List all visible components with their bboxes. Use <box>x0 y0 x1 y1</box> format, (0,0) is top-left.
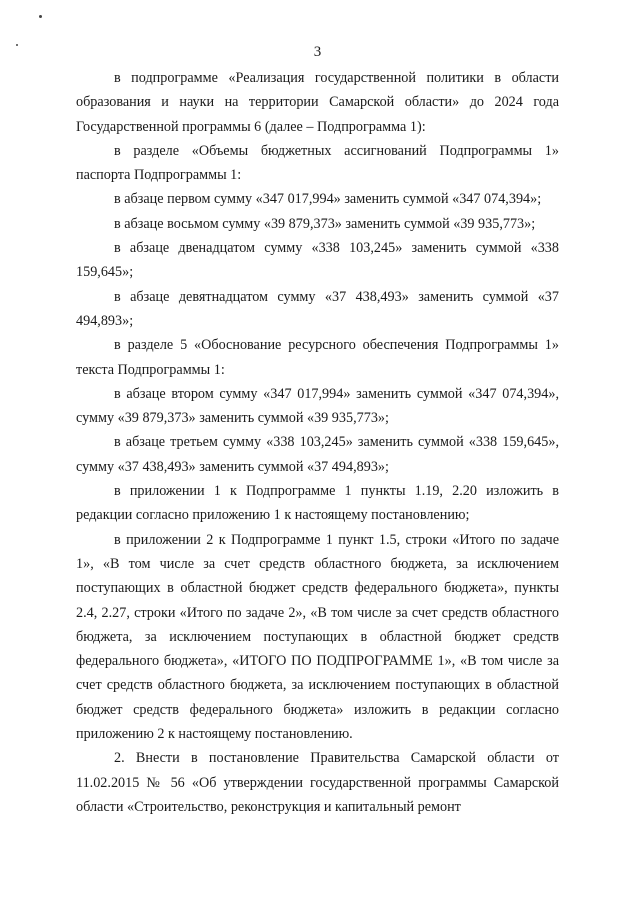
paragraph-subprogram-intro: в подпрограмме «Реализация государственной политики в области образования и науки на территории Самарской области» до 2024 года Государственной программы 6 (далее – Подпрограмма 1): <box>76 70 559 135</box>
paragraph-appendix-1: в приложении 1 к Подпрограмме 1 пункты 1.19, 2.20 изложить в редакции согласно приложению 1 к настоящему постановлению; <box>76 483 559 524</box>
scan-speck <box>39 15 42 18</box>
paragraph-first-abzats: в абзаце первом сумму «347 017,994» заменить суммой «347 074,394»; <box>114 191 542 208</box>
paragraph-nineteenth-abzats: в абзаце девятнадцатом сумму «37 438,493» заменить суммой «37 494,893»; <box>76 288 559 329</box>
paragraph-section-5: в разделе 5 «Обоснование ресурсного обеспечения Подпрограммы 1» текста Подпрограммы 1: <box>76 337 559 378</box>
document-body <box>76 66 559 819</box>
page-number: 3 <box>313 44 322 60</box>
paragraph-eighth-abzats: в абзаце восьмом сумму «39 879,373» заменить суммой «39 935,773»; <box>114 215 536 232</box>
paragraph-appendix-2: в приложении 2 к Подпрограмме 1 пункт 1.5, строки «Итого по задаче 1», «В том числе за счет средств областного бюджета, за исключением поступающих в областной бюджет средств федерального бюджета», пункты 2.4, 2.27, строки «Итого по задаче 2», «В том числе за счет средств областного бюджета, за исключением поступающих в областной бюджет средств федерального бюджета», «ИТОГО ПО ПОДПРОГРАММЕ 1», «В том числе за счет средств областного бюджета, за исключением поступающих в областной бюджет средств федерального бюджета» изложить в редакции согласно приложению 2 к настоящему постановлению. <box>76 531 559 743</box>
paragraph-twelfth-abzats: в абзаце двенадцатом сумму «338 103,245» заменить суммой «338 159,645»; <box>76 240 559 281</box>
paragraph-third-abzats: в абзаце третьем сумму «338 103,245» заменить суммой «338 159,645», сумму «37 438,493» заменить суммой «37 494,893»; <box>76 434 559 475</box>
paragraph-item-2: 2. Внести в постановление Правительства Самарской области от 11.02.2015 № 56 «Об утверждении государственной программы Самарской области «Строительство, реконструкция и капитальный ремонт <box>76 750 559 815</box>
paragraph-section-passport: в разделе «Объемы бюджетных ассигнований Подпрограммы 1» паспорта Подпрограммы 1: <box>76 142 559 184</box>
paragraph-second-abzats: в абзаце втором сумму «347 017,994» заменить суммой «347 074,394», сумму «39 879,373» заменить суммой «39 935,773»; <box>76 385 559 427</box>
